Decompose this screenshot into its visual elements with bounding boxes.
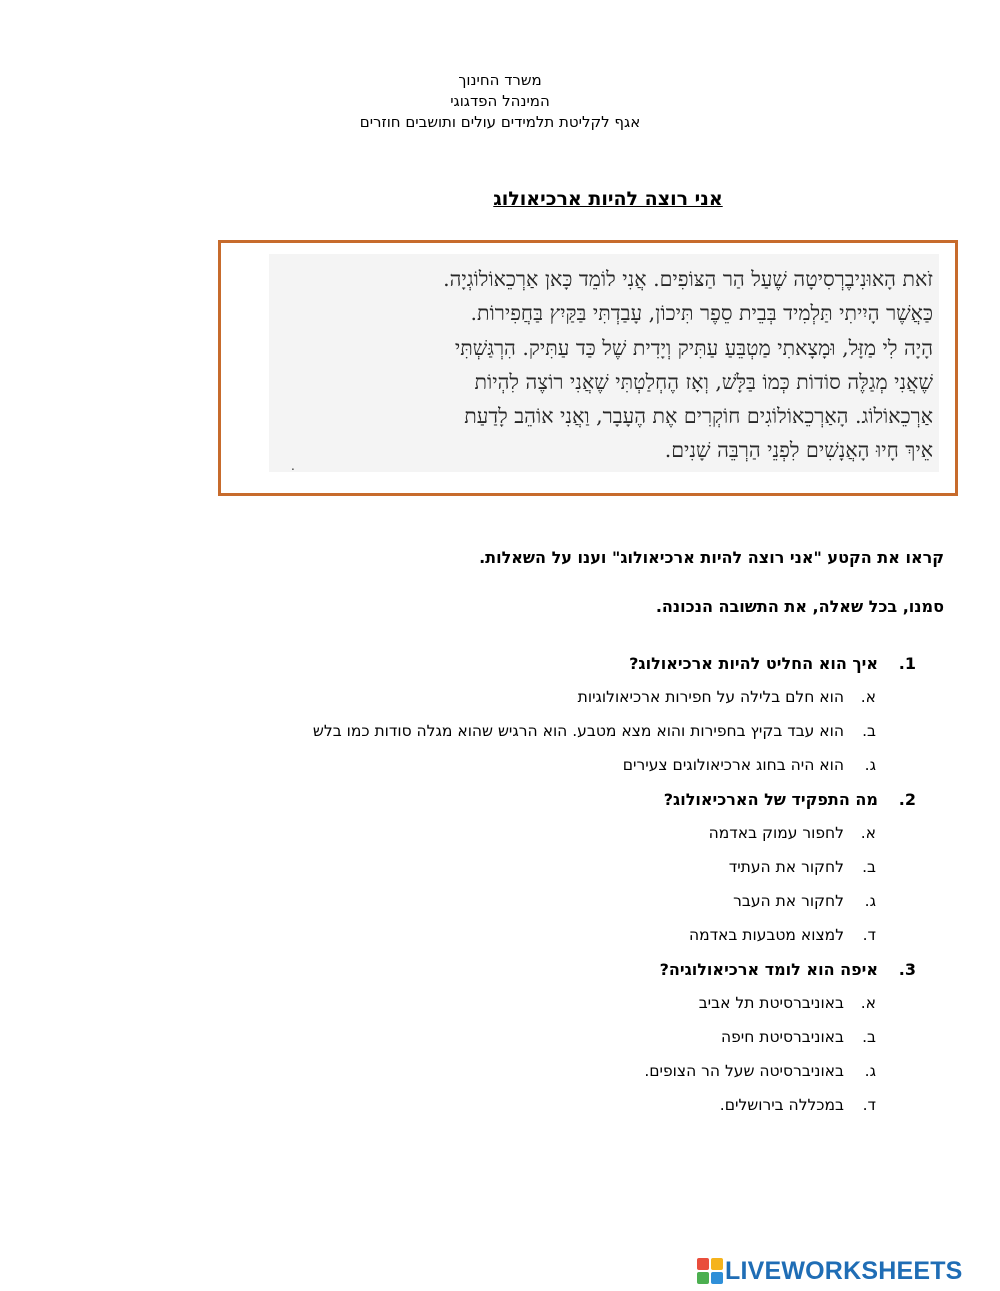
answer-letter: א. — [860, 824, 876, 842]
answer-option[interactable] — [156, 850, 916, 884]
logo-tile-icon — [697, 1272, 709, 1284]
question-number: 3. — [898, 959, 916, 979]
answer-option[interactable] — [156, 884, 916, 918]
answer-option[interactable] — [156, 680, 916, 714]
answer-text: במכללה בירושלים. — [719, 1096, 844, 1114]
answer-text: באוניברסיטה שעל הר הצופים. — [644, 1062, 844, 1080]
answer-option[interactable] — [156, 714, 916, 748]
answer-letter: ג. — [864, 892, 876, 910]
header-ministry-name: משרד החינוך — [458, 71, 542, 89]
question-list — [156, 646, 916, 1122]
answer-option[interactable] — [156, 1088, 916, 1122]
question-3 — [156, 952, 916, 986]
header-department: אגף לקליטת תלמידים עולים ותושבים חוזרים — [359, 113, 641, 131]
answer-letter: א. — [860, 688, 876, 706]
ministry-header — [300, 70, 700, 133]
answer-text: למצוא מטבעות באדמה — [688, 926, 844, 944]
logo-tile-icon — [711, 1258, 723, 1270]
answer-letter: ג. — [864, 756, 876, 774]
answer-letter: ב. — [862, 1028, 876, 1046]
passage-line: שֶׁאֲנִי מְגַלֶּה סוֹדוֹת כְּמוֹ בַּלָּשׁ, וְאָז הֶחְלַטְתִּי שֶׁאֲנִי רוֹצֶה לִהְיוֹת — [474, 369, 933, 394]
answer-text: לחקור את העתיד — [728, 858, 844, 876]
answer-letter: ב. — [862, 722, 876, 740]
logo-tile-icon — [697, 1258, 709, 1270]
passage-line: אֵיךְ חָיוּ הָאֲנָשִׁים לִפְנֵי הַרְבֵּה שָׁנִים. — [664, 438, 933, 463]
page-title: אני רוצה להיות ארכיאולוג — [493, 188, 723, 210]
answer-text: לחקור את העבר — [733, 892, 844, 910]
answer-option[interactable] — [156, 816, 916, 850]
instruction-read: קראו את הקטע "אני רוצה להיות ארכיאולוג" וענו על השאלות. — [479, 548, 944, 567]
passage-scan — [269, 254, 939, 472]
answer-option[interactable] — [156, 918, 916, 952]
answer-letter: ד. — [862, 926, 876, 944]
question-text: איך הוא החליט להיות ארכיאולוג? — [629, 653, 878, 673]
answer-option[interactable] — [156, 1020, 916, 1054]
answer-letter: ד. — [862, 1096, 876, 1114]
answer-option[interactable] — [156, 748, 916, 782]
answer-text: באוניברסיטת חיפה — [720, 1028, 844, 1046]
stray-mark: . — [291, 459, 295, 473]
answer-option[interactable] — [156, 1054, 916, 1088]
answer-text: באוניברסיטת תל אביב — [698, 994, 844, 1012]
answer-letter: א. — [860, 994, 876, 1012]
passage-line: כַּאֲשֶׁר הָיִיתִי תַּלְמִיד בְּבֵית סֵפֶר תִּיכוֹן, עָבַדְתִּי בַּקַּיִץ בַּחֲפִירוֹת. — [470, 301, 933, 326]
answer-text: הוא עבד בקיץ בחפירות והוא מצא מטבע. הוא הרגיש שהוא מגלה סודות כמו בלש — [312, 722, 844, 740]
question-text: מה התפקיד של הארכיאולוג? — [663, 789, 878, 809]
answer-text: הוא היה בחוג ארכיאולוגים צעירים — [622, 756, 844, 774]
passage-line: זֹאת הָאוּנִיבֶרְסִיטָה שֶׁעַל הַר הַצּוֹפִים. אֲנִי לוֹמֵד כָּאן אַרְכֵאוֹלוֹגְיָה. — [443, 267, 933, 291]
question-text: איפה הוא לומד ארכיאולוגיה? — [659, 959, 878, 979]
answer-option[interactable] — [156, 986, 916, 1020]
answer-letter: ב. — [862, 858, 876, 876]
header-administration: המינהל הפדגוגי — [450, 92, 550, 110]
instruction-mark: סמנו, בכל שאלה, את התשובה הנכונה. — [655, 597, 944, 616]
passage-text — [273, 262, 933, 468]
logo-wordmark: LIVEWORKSHEETS — [725, 1256, 963, 1285]
answer-text: לחפור עמוק באדמה — [708, 824, 844, 842]
question-number: 1. — [898, 653, 916, 673]
liveworksheets-logo-icon — [697, 1258, 723, 1284]
passage-line: הָיָה לִי מַזָּל, וּמָצָאתִי מַטְבֵּעַ עַתִּיק וְיָדִית שֶׁל כַּד עַתִּיק. הִרְגַּשְׁתִּי — [454, 335, 933, 360]
logo-tile-icon — [711, 1272, 723, 1284]
answer-letter: ג. — [864, 1062, 876, 1080]
passage-line: אַרְכֵאוֹלוֹג. הָאַרְכֵאוֹלוֹגִים חוֹקְרִים אֶת הֶעָבָר, וַאֲנִי אוֹהֵב לָדַעַת — [464, 404, 933, 429]
question-2 — [156, 782, 916, 816]
reading-passage-box — [218, 240, 958, 496]
answer-text: הוא חלם בלילה על חפירות ארכיאולוגיות — [577, 688, 844, 706]
question-number: 2. — [898, 789, 916, 809]
liveworksheets-logo — [697, 1256, 963, 1286]
question-1 — [156, 646, 916, 680]
